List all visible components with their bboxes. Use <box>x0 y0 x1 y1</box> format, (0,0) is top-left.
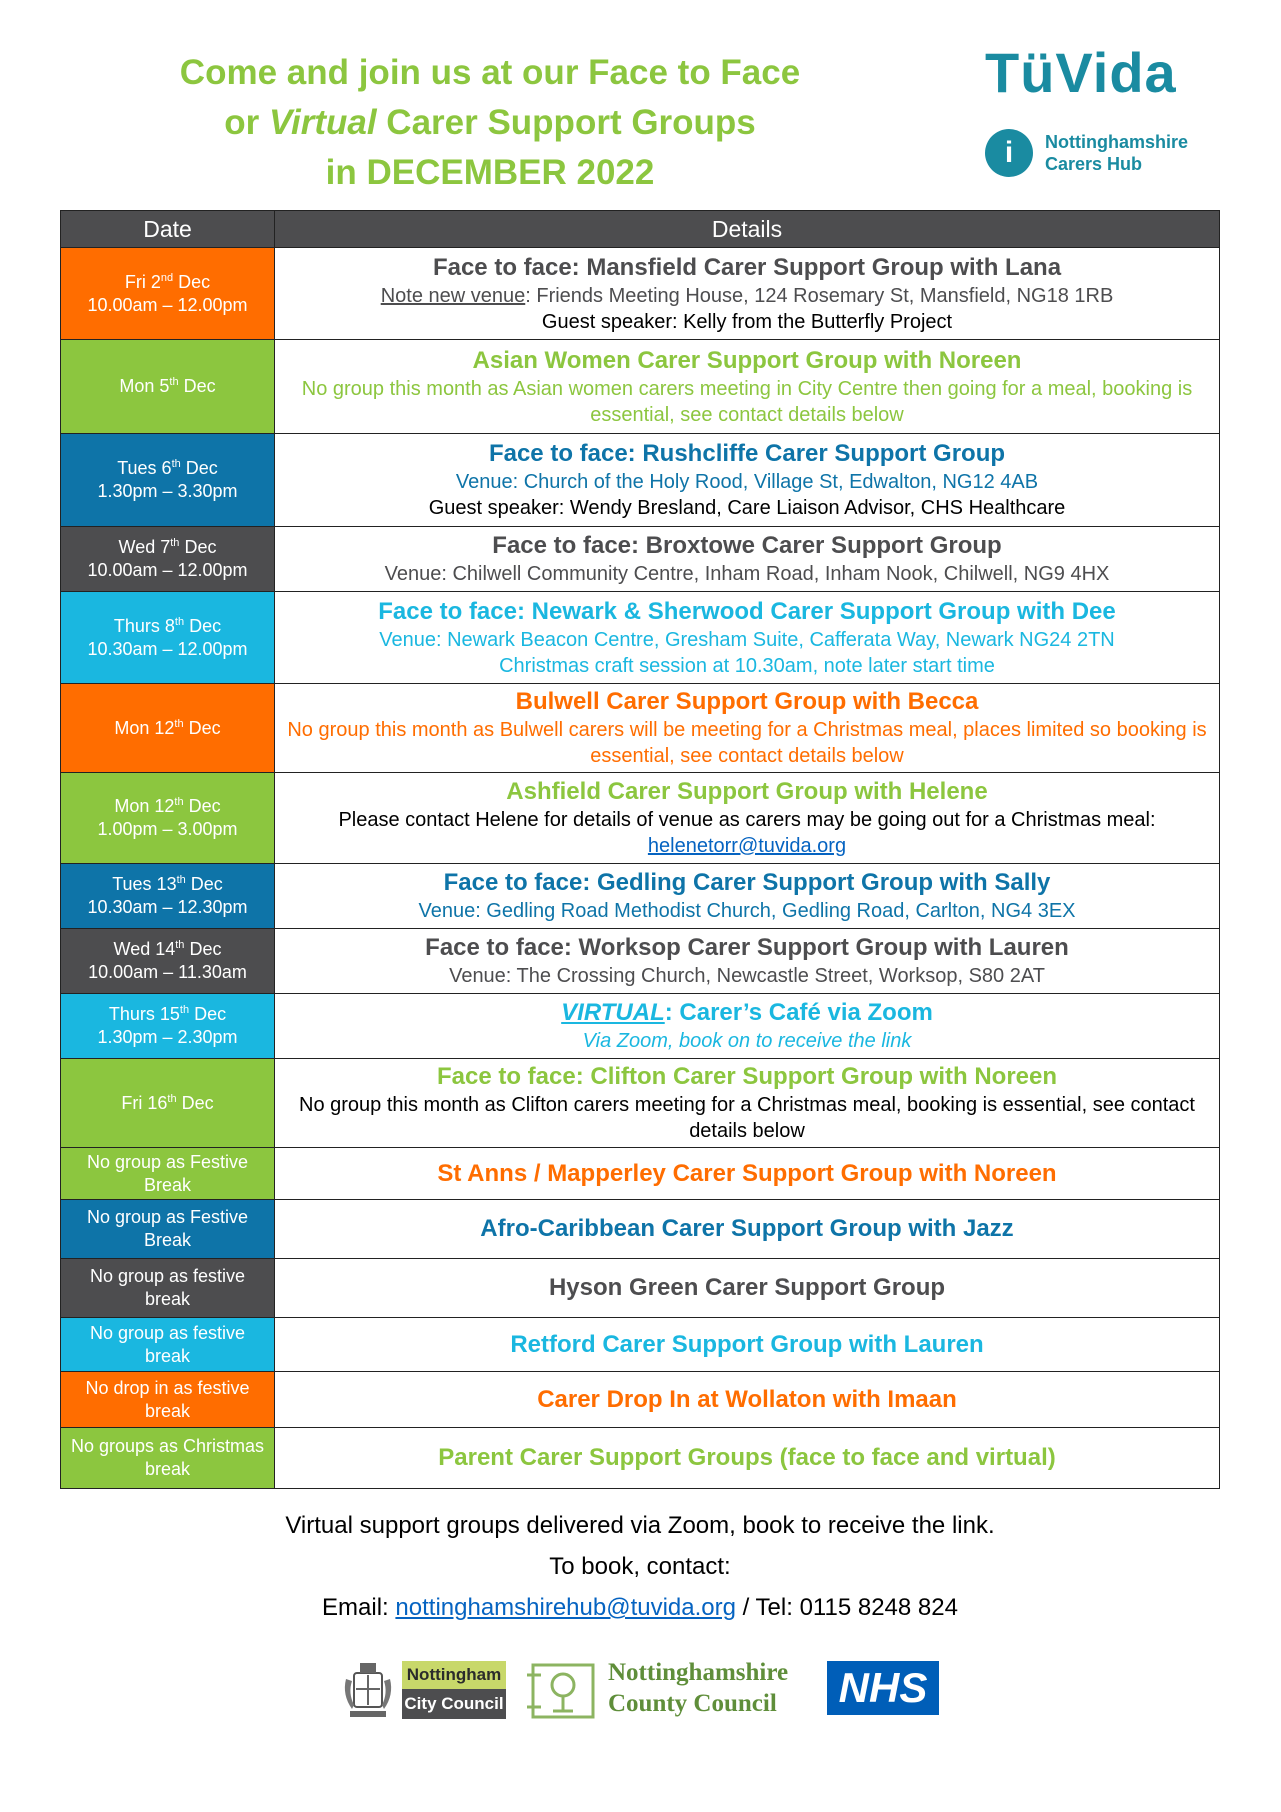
header-details: Details <box>275 211 1220 248</box>
date-suffix: th <box>174 615 185 628</box>
row-venue: : Friends Meeting House, 124 Rosemary St, Mansfield, NG18 1RB <box>525 284 1114 307</box>
date-day: Fri 2 <box>124 271 161 292</box>
date-month: Dec <box>179 537 217 557</box>
date-month: Dec <box>176 1092 214 1113</box>
date-time: 1.00pm – 3.00pm <box>97 819 238 839</box>
telephone: / Tel: 0115 8248 824 <box>735 1594 958 1621</box>
table-row <box>61 684 1220 773</box>
table-row <box>61 1259 1220 1318</box>
date-time: 1.30pm – 3.30pm <box>97 481 238 501</box>
row-date <box>61 592 275 684</box>
date-day: Thurs 15 <box>108 1004 180 1024</box>
row-venue: Venue: The Crossing Church, Newcastle Street, Worksop, S80 2AT <box>449 965 1045 987</box>
row-heading: Asian Women Carer Support Group with Noreen <box>472 346 1022 374</box>
booking-info <box>60 1505 1220 1628</box>
row-venue: Venue: Gedling Road Methodist Church, Gedling Road, Carlton, NG4 3EX <box>418 900 1076 922</box>
virtual-label: VIRTUAL <box>561 999 665 1026</box>
row-details <box>275 1148 1220 1200</box>
date-month: Dec <box>178 376 216 396</box>
date-day: Mon 12 <box>114 796 175 816</box>
row-details <box>275 340 1220 434</box>
row-venue: Venue: Church of the Holy Rood, Village St, Edwalton, NG12 4AB <box>455 471 1039 493</box>
table-row <box>61 994 1220 1059</box>
date-month: Dec <box>189 1004 227 1024</box>
row-speaker: Guest speaker: Wendy Bresland, Care Liaison Advisor, CHS Healthcare <box>428 497 1066 519</box>
title-line-2 <box>120 98 860 148</box>
row-date <box>61 929 275 994</box>
row-heading: Carer Drop In at Wollaton with Imaan <box>537 1385 957 1413</box>
row-details <box>275 527 1220 592</box>
date-suffix: th <box>171 458 181 470</box>
row-heading: Face to face: Newark & Sherwood Carer Support Group with Dee <box>378 597 1116 625</box>
row-details <box>275 1428 1220 1489</box>
table-row <box>61 340 1220 434</box>
row-extra: Christmas craft session at 10.30am, note later start time <box>499 654 995 677</box>
row-date <box>61 684 275 773</box>
helene-email-link[interactable]: helenetorr@tuvida.org <box>647 835 847 857</box>
row-heading: Ashfield Carer Support Group with Helene <box>506 778 988 805</box>
date-day: Mon 5 <box>119 376 170 396</box>
city-logo-top: Nottingham <box>402 1661 506 1689</box>
row-body: No group this month as Asian women carers meeting in City Centre then going for a meal, booking is essential, see contact details below <box>301 377 1193 426</box>
row-heading: Face to face: Mansfield Carer Support Group with Lana <box>432 253 1062 281</box>
date-suffix: th <box>176 874 186 886</box>
county-emblem-icon <box>525 1659 601 1723</box>
row-date: No group as festive break <box>61 1318 275 1372</box>
date-time: 10.00am – 11.30am <box>88 962 247 982</box>
date-suffix: th <box>170 537 180 549</box>
row-details <box>275 1372 1220 1428</box>
row-details <box>275 684 1220 773</box>
date-day: Tues 6 <box>117 458 172 478</box>
row-details <box>275 1259 1220 1318</box>
row-heading: Parent Carer Support Groups (face to face and virtual) <box>438 1444 1056 1471</box>
table-row <box>61 434 1220 527</box>
date-suffix: th <box>167 1092 177 1105</box>
row-heading: Afro-Caribbean Carer Support Group with Jazz <box>480 1215 1014 1242</box>
date-suffix: th <box>175 939 185 951</box>
date-month: Dec <box>183 717 221 738</box>
row-date: No group as festive break <box>61 1259 275 1318</box>
row-body: No group this month as Bulwell carers will be meeting for a Christmas meal, places limited so booking is essential, see contact details below <box>287 719 1207 767</box>
row-date: No group as Festive Break <box>61 1148 275 1200</box>
info-icon: i <box>985 129 1033 177</box>
date-suffix: th <box>169 376 179 388</box>
table-row <box>61 864 1220 929</box>
row-body: Please contact Helene for details of venue as carers may be going out for a Christmas meal: <box>338 809 1156 831</box>
row-date <box>61 434 275 527</box>
date-day: Mon 12 <box>114 717 175 738</box>
email-label: Email: <box>322 1594 396 1621</box>
table-row <box>61 1318 1220 1372</box>
carers-hub-text <box>1045 131 1188 175</box>
hub-line-1: Nottinghamshire <box>1045 132 1189 152</box>
date-suffix: th <box>174 796 184 808</box>
row-details <box>275 592 1220 684</box>
table-row <box>61 1059 1220 1148</box>
date-time: 10.30am – 12.00pm <box>87 638 248 659</box>
title-line-2-post: Carer Support Groups <box>376 103 756 142</box>
date-time: 10.30am – 12.30pm <box>87 897 248 917</box>
note-label: Note new venue <box>380 284 526 307</box>
footer-line-2: To book, contact: <box>549 1553 731 1580</box>
row-details <box>275 994 1220 1059</box>
date-month: Dec <box>185 874 223 894</box>
row-body: No group this month as Clifton carers meeting for a Christmas meal, booking is essential, see contact details below <box>299 1094 1195 1142</box>
table-row <box>61 527 1220 592</box>
row-heading: Face to face: Gedling Carer Support Group with Sally <box>443 869 1051 896</box>
row-date <box>61 248 275 340</box>
footer-contact <box>60 1587 1220 1628</box>
row-body: Via Zoom, book on to receive the link <box>582 1030 912 1052</box>
date-suffix: nd <box>160 271 174 284</box>
row-details <box>275 864 1220 929</box>
tuvida-logo: TüVida <box>985 41 1177 104</box>
county-line-2: County Council <box>608 1690 777 1717</box>
row-heading: Face to face: Rushcliffe Carer Support Group <box>488 440 1006 467</box>
date-month: Dec <box>173 271 211 292</box>
date-time: 1.30pm – 2.30pm <box>97 1027 238 1047</box>
date-day: Thurs 8 <box>113 615 175 636</box>
schedule-table <box>60 210 1220 1489</box>
row-heading: : Carer’s Café via Zoom <box>664 999 933 1026</box>
row-date: No groups as Christmas break <box>61 1428 275 1489</box>
carers-hub-logo <box>985 125 1205 185</box>
title-virtual-word: Virtual <box>268 103 377 142</box>
row-details <box>275 773 1220 864</box>
row-date <box>61 527 275 592</box>
row-details <box>275 1200 1220 1259</box>
date-day: Tues 13 <box>112 874 177 894</box>
city-logo-bottom: City Council <box>402 1689 506 1719</box>
row-speaker: Guest speaker: Kelly from the Butterfly Project <box>541 310 953 333</box>
row-heading: Hyson Green Carer Support Group <box>548 1274 946 1301</box>
table-row <box>61 1428 1220 1489</box>
nhs-logo: NHS <box>827 1661 939 1715</box>
table-row <box>61 929 1220 994</box>
nottingham-city-council-logo <box>402 1661 506 1721</box>
date-day: Fri 16 <box>121 1092 168 1113</box>
hub-email-link[interactable]: nottinghamshirehub@tuvida.org <box>395 1594 736 1621</box>
row-date: No group as Festive Break <box>61 1200 275 1259</box>
date-month: Dec <box>184 939 222 959</box>
date-suffix: th <box>174 717 184 730</box>
row-heading: St Anns / Mapperley Carer Support Group with Noreen <box>437 1159 1057 1187</box>
header-date: Date <box>61 211 275 248</box>
row-date <box>61 1059 275 1148</box>
partner-logos <box>340 1655 940 1745</box>
row-date <box>61 773 275 864</box>
table-row <box>61 1372 1220 1428</box>
row-details <box>275 248 1220 340</box>
date-month: Dec <box>184 615 222 636</box>
nottinghamshire-county-council-logo <box>608 1657 788 1719</box>
table-row <box>61 248 1220 340</box>
hub-line-2: Carers Hub <box>1045 154 1143 174</box>
date-day: Wed 14 <box>113 939 176 959</box>
footer-line-1: Virtual support groups delivered via Zoom, book to receive the link. <box>285 1512 995 1539</box>
table-row <box>61 1200 1220 1259</box>
table-row <box>61 592 1220 684</box>
row-details <box>275 929 1220 994</box>
row-heading: Face to face: Clifton Carer Support Group with Noreen <box>436 1063 1058 1090</box>
date-month: Dec <box>180 458 218 478</box>
table-header-row <box>61 211 1220 248</box>
row-heading: Face to face: Broxtowe Carer Support Group <box>492 532 1002 559</box>
row-venue: Venue: Chilwell Community Centre, Inham Road, Inham Nook, Chilwell, NG9 4HX <box>384 563 1110 585</box>
date-month: Dec <box>183 796 221 816</box>
date-suffix: th <box>179 1004 190 1016</box>
row-date <box>61 864 275 929</box>
title-line-3: in DECEMBER 2022 <box>325 153 655 192</box>
title-line-2-pre: or <box>224 103 269 142</box>
county-line-1: Nottinghamshire <box>608 1659 789 1686</box>
table-row <box>61 773 1220 864</box>
row-details <box>275 1318 1220 1372</box>
row-heading: Bulwell Carer Support Group with Becca <box>515 688 979 715</box>
date-day: Wed 7 <box>118 537 171 557</box>
date-time: 10.00am – 12.00pm <box>87 294 248 315</box>
table-row <box>61 1148 1220 1200</box>
row-date <box>61 340 275 434</box>
date-time: 10.00am – 12.00pm <box>87 560 248 580</box>
city-crest-icon <box>340 1659 396 1723</box>
row-heading: Face to face: Worksop Carer Support Group with Lauren <box>425 934 1069 961</box>
row-details <box>275 1059 1220 1148</box>
page-title <box>120 48 860 198</box>
row-heading: Retford Carer Support Group with Lauren <box>510 1330 984 1358</box>
row-date <box>61 994 275 1059</box>
row-details <box>275 434 1220 527</box>
title-line-1: Come and join us at our Face to Face <box>179 53 801 92</box>
row-venue: Venue: Newark Beacon Centre, Gresham Suite, Cafferata Way, Newark NG24 2TN <box>379 628 1115 651</box>
row-date: No drop in as festive break <box>61 1372 275 1428</box>
